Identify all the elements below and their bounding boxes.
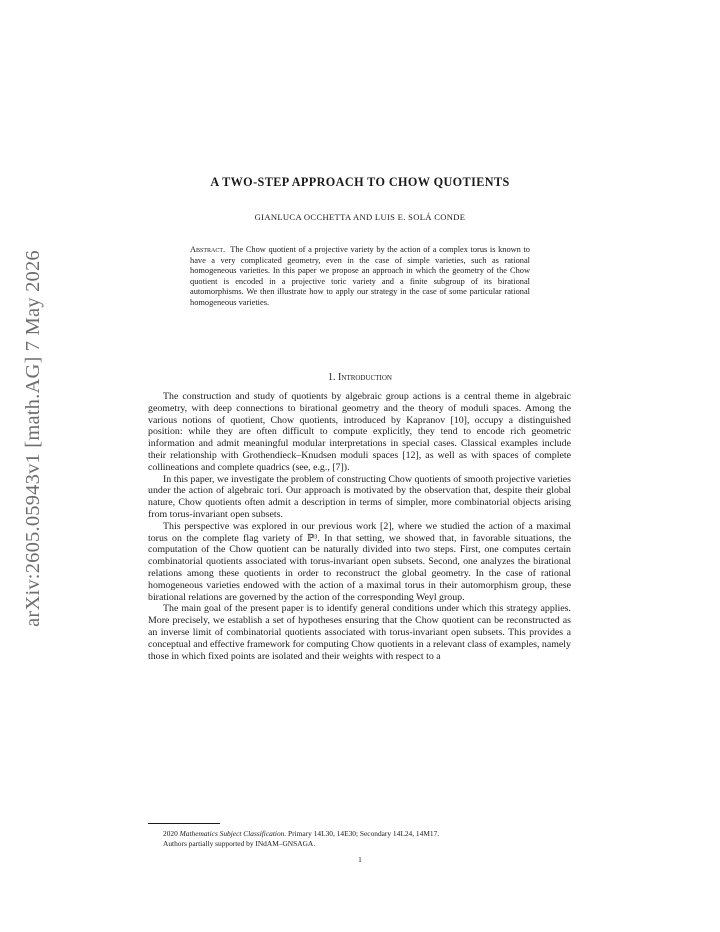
section-number: 1. — [328, 372, 336, 383]
paragraph-2: In this paper, we investigate the problem of constructing Chow quotients of smooth projective varieties under the action of algebraic tori. Our approach is motivated by the observation that, despite their global nature, Chow quotients often admit a description in terms of simpler, more combinatorial objects arising from torus-invariant open subsets. — [148, 473, 571, 520]
paper-authors: GIANLUCA OCCHETTA AND LUIS E. SOLÁ CONDE — [254, 212, 466, 222]
paragraph-4: The main goal of the present paper is to identify general conditions under which this strategy applies. More precisely, we establish a set of hypotheses ensuring that the Chow quotient can be reconstructed as an inverse limit of combinatorial quotients associated with torus-invariant open subsets. This provides a conceptual and effective framework for computing Chow quotients in a relevant class of examples, namely those in which fixed points are isolated and their weights with respect to a — [148, 603, 571, 662]
footnote-msc-codes: Primary 14L30, 14E30; Secondary 14L24, 14M17. — [288, 829, 440, 838]
paper-title: A TWO-STEP APPROACH TO CHOW QUOTIENTS — [210, 175, 510, 189]
arxiv-identifier-stamp — [20, 248, 46, 628]
footnote-msc — [163, 829, 573, 839]
abstract-label: Abstract. — [190, 245, 226, 254]
paragraph-1: The construction and study of quotients by algebraic group actions is a central theme in algebraic geometry, with deep connections to birational geometry and the theory of moduli spaces. Among the various notions of quotient, Chow quotients, introduced by Kapranov [10], occupy a distinguished position: while they are often difficult to compute explicitly, they tend to encode rich geometric information and admit meaningful modular interpretations in special cases. Classical examples include their relationship with Grothendieck–Knudsen moduli spaces [12], as well as with spaces of complete collineations and complete quadrics (see, e.g., [7]). — [148, 391, 571, 473]
footnote-msc-year: 2020 — [163, 829, 178, 838]
paragraph-3: This perspective was explored in our previous work [2], where we studied the action of a maximal torus on the complete flag variety of ℙ³. In that setting, we showed that, in favorable situations, the computation of the Chow quotient can be naturally divided into two steps. First, one computes certain combinatorial quotients associated with torus-invariant open subsets. Second, one analyzes the birational relations among these quotients in order to reconstruct the global geometry. In the case of rational homogeneous varieties endowed with the action of a maximal torus in their automorphism group, these birational relations are governed by the action of the corresponding Weyl group. — [148, 520, 571, 603]
arxiv-identifier-text: arXiv:2605.05943v1 [math.AG] 7 May 2026 — [21, 249, 44, 627]
section-heading-introduction — [160, 372, 560, 383]
footnote-support: Authors partially supported by INdAM–GNSAGA. — [163, 838, 316, 848]
footnotes — [163, 829, 573, 848]
abstract-text: The Chow quotient of a projective variety by the action of a complex torus is known to have a very complicated geometry, even in the case of simple varieties, such as rational homogeneous varieties. In this paper we propose an approach in which the geometry of the Chow quotient is encoded in a projective toric variety and a finite subgroup of its birational automorphisms. We then illustrate how to apply our strategy in the case of some particular rational homogeneous varieties. — [190, 245, 530, 307]
introduction-body — [148, 391, 571, 662]
footnote-msc-label: Mathematics Subject Classification. — [179, 829, 287, 838]
abstract — [190, 245, 530, 309]
page-number: 1 — [358, 855, 362, 864]
footnote-divider — [148, 823, 220, 824]
section-title: Introduction — [338, 372, 392, 383]
